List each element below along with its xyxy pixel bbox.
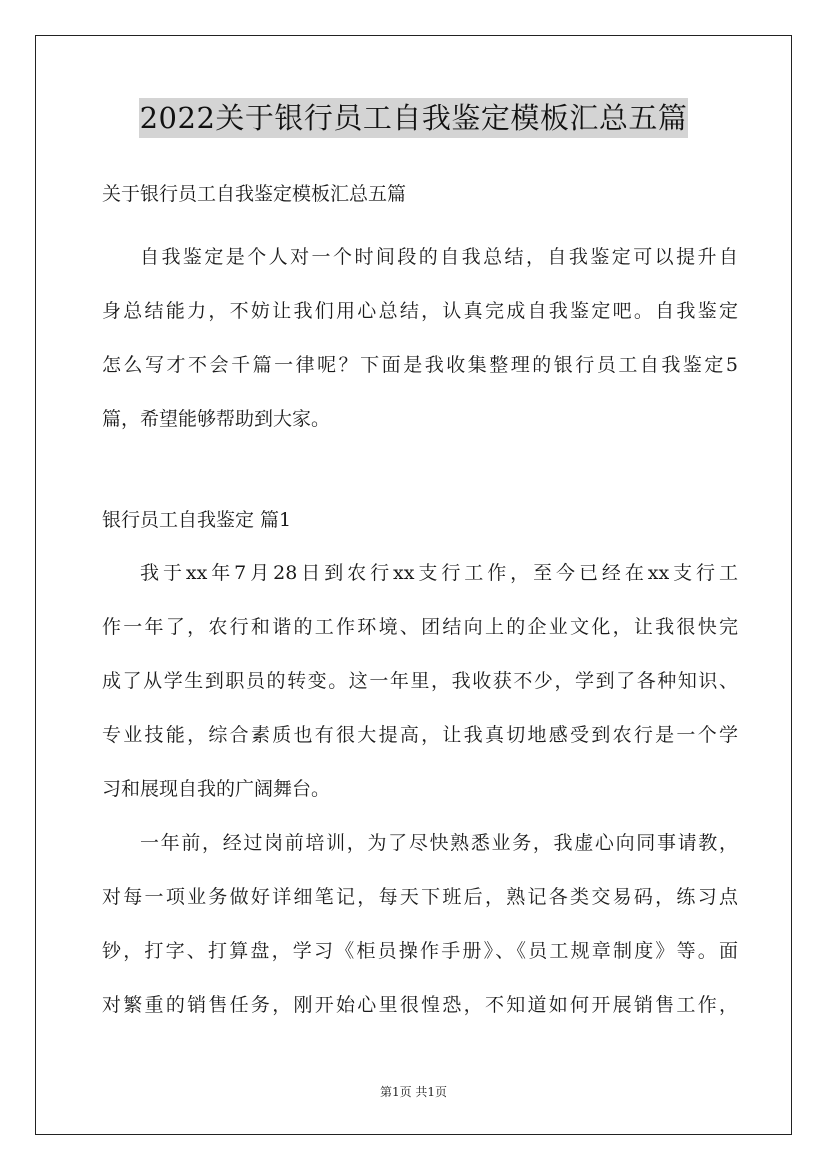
intro-paragraph	[102, 230, 738, 446]
paragraph-line: 成了从学生到职员的转变。这一年里，我收获不少，学到了各种知识、	[102, 670, 738, 692]
paragraph-line: 对繁重的销售任务，刚开始心里很惶恐，不知道如何开展销售工作，	[102, 994, 738, 1016]
intro-line: 篇，希望能够帮助到大家。	[102, 408, 331, 430]
intro-line: 自我鉴定是个人对一个时间段的自我总结，自我鉴定可以提升自	[140, 246, 738, 268]
document-title: 2022关于银行员工自我鉴定模板汇总五篇	[139, 98, 689, 138]
paragraph-line: 我于xx年7月28日到农行xx支行工作，至今已经在xx支行工	[140, 562, 738, 584]
paragraph-line: 习和展现自我的广阔舞台。	[102, 778, 331, 800]
intro-line: 身总结能力，不妨让我们用心总结，认真完成自我鉴定吧。自我鉴定	[102, 300, 738, 322]
paragraph-line: 对每一项业务做好详细笔记，每天下班后，熟记各类交易码，练习点	[102, 886, 738, 908]
paragraph-1	[102, 546, 738, 816]
section-heading: 银行员工自我鉴定 篇1	[102, 509, 292, 531]
paragraph-line: 钞，打字、打算盘，学习《柜员操作手册》、《员工规章制度》等。面	[102, 940, 738, 962]
page-footer: 第1页 共1页	[379, 1085, 448, 1099]
paragraph-line: 作一年了，农行和谐的工作环境、团结向上的企业文化，让我很快完	[102, 616, 738, 638]
paragraph-line: 专业技能，综合素质也有很大提高，让我真切地感受到农行是一个学	[102, 724, 738, 746]
document-subtitle: 关于银行员工自我鉴定模板汇总五篇	[102, 183, 407, 205]
paragraph-2	[102, 816, 738, 1032]
intro-line: 怎么写才不会千篇一律呢？下面是我收集整理的银行员工自我鉴定5	[102, 354, 738, 376]
title-container	[0, 98, 827, 138]
paragraph-line: 一年前，经过岗前培训，为了尽快熟悉业务，我虚心向同事请教，	[140, 832, 738, 854]
